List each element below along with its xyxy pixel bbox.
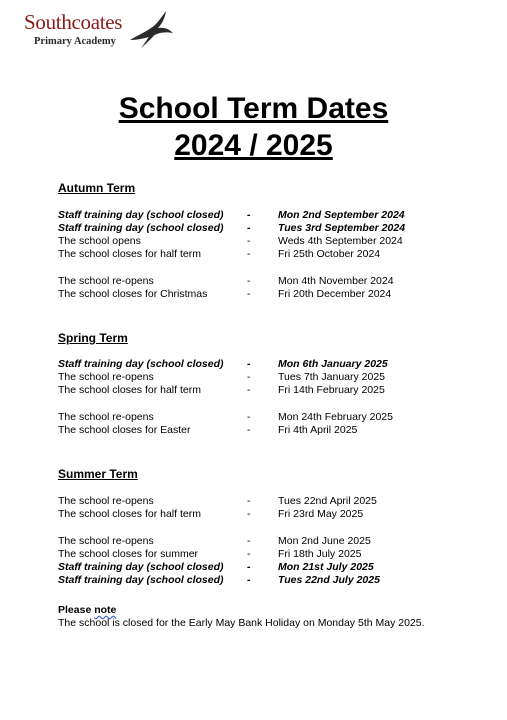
date-row-date: Fri 23rd May 2025 xyxy=(278,508,364,520)
date-row xyxy=(58,535,478,548)
date-row-separator: - xyxy=(247,248,251,260)
date-row-date: Fri 20th December 2024 xyxy=(278,288,392,300)
date-row-date: Fri 25th October 2024 xyxy=(278,248,381,260)
date-row xyxy=(58,495,478,508)
date-row-date: Mon 6th January 2025 xyxy=(278,358,388,370)
date-row-date: Fri 4th April 2025 xyxy=(278,424,358,436)
date-row xyxy=(58,548,478,561)
date-row-separator: - xyxy=(247,411,251,423)
date-row xyxy=(58,222,478,235)
date-row-separator: - xyxy=(247,235,251,247)
date-row-separator: - xyxy=(247,561,251,573)
date-row xyxy=(58,411,478,424)
date-row-label: Staff training day (school closed) xyxy=(58,222,224,234)
page-title-line-1: School Term Dates xyxy=(118,92,389,125)
date-row xyxy=(58,574,478,587)
date-row-label: Staff training day (school closed) xyxy=(58,209,224,221)
date-row-label: The school re-opens xyxy=(58,275,154,287)
date-row xyxy=(58,424,478,437)
note-heading-word-2: note xyxy=(94,604,117,616)
date-row-separator: - xyxy=(247,275,251,287)
date-row-date: Mon 21st July 2025 xyxy=(278,561,374,573)
date-row-separator: - xyxy=(247,222,251,234)
date-row-separator: - xyxy=(247,535,251,547)
date-row-date: Fri 18th July 2025 xyxy=(278,548,362,560)
date-row xyxy=(58,371,478,384)
date-row-date: Tues 22nd April 2025 xyxy=(278,495,377,507)
school-logo xyxy=(24,10,174,52)
summer-term-heading: Summer Term xyxy=(58,467,138,481)
date-row-label: The school closes for Easter xyxy=(58,424,191,436)
date-row-separator: - xyxy=(247,209,251,221)
date-row xyxy=(58,561,478,574)
date-row xyxy=(58,209,478,222)
date-row-separator: - xyxy=(247,358,251,370)
date-row-separator: - xyxy=(247,384,251,396)
note-text: The school is closed for the Early May Bank Holiday on Monday 5th May 2025. xyxy=(58,617,425,629)
date-row-separator: - xyxy=(247,495,251,507)
page-title-line-2: 2024 / 2025 xyxy=(174,129,333,162)
note-heading xyxy=(58,604,116,617)
date-row-separator: - xyxy=(247,371,251,383)
autumn-term-heading: Autumn Term xyxy=(58,181,136,195)
date-row-date: Mon 24th February 2025 xyxy=(278,411,393,423)
date-row-date: Mon 4th November 2024 xyxy=(278,275,394,287)
swallow-bird-icon xyxy=(128,10,174,50)
date-row-label: The school closes for half term xyxy=(58,508,201,520)
date-row-date: Tues 3rd September 2024 xyxy=(278,222,406,234)
date-row xyxy=(58,275,478,288)
date-row-label: The school re-opens xyxy=(58,371,154,383)
date-row-separator: - xyxy=(247,424,251,436)
date-row xyxy=(58,508,478,521)
date-row xyxy=(58,288,478,301)
date-row-separator: - xyxy=(247,574,251,586)
spring-term-heading: Spring Term xyxy=(58,331,128,345)
date-row-separator: - xyxy=(247,508,251,520)
date-row-label: The school closes for half term xyxy=(58,248,201,260)
date-row-label: Staff training day (school closed) xyxy=(58,574,224,586)
logo-school-name: Southcoates xyxy=(24,10,123,34)
date-row-label: The school opens xyxy=(58,235,141,247)
date-row-label: Staff training day (school closed) xyxy=(58,358,224,370)
date-row-label: The school closes for Christmas xyxy=(58,288,208,300)
date-row xyxy=(58,235,478,248)
date-row-date: Tues 22nd July 2025 xyxy=(278,574,380,586)
date-row-label: The school closes for half term xyxy=(58,384,201,396)
date-row-label: The school re-opens xyxy=(58,411,154,423)
date-row-label: The school re-opens xyxy=(58,495,154,507)
date-row xyxy=(58,248,478,261)
date-row-label: Staff training day (school closed) xyxy=(58,561,224,573)
date-row xyxy=(58,358,478,371)
date-row-separator: - xyxy=(247,288,251,300)
date-row xyxy=(58,384,478,397)
date-row-date: Weds 4th September 2024 xyxy=(278,235,403,247)
date-row-date: Mon 2nd June 2025 xyxy=(278,535,371,547)
note-heading-word-1: Please xyxy=(58,604,92,616)
date-row-date: Mon 2nd September 2024 xyxy=(278,209,405,221)
date-row-label: The school closes for summer xyxy=(58,548,199,560)
date-row-label: The school re-opens xyxy=(58,535,154,547)
logo-subtitle: Primary Academy xyxy=(34,36,116,47)
date-row-separator: - xyxy=(247,548,251,560)
date-row-date: Tues 7th January 2025 xyxy=(278,371,386,383)
date-row-date: Fri 14th February 2025 xyxy=(278,384,385,396)
